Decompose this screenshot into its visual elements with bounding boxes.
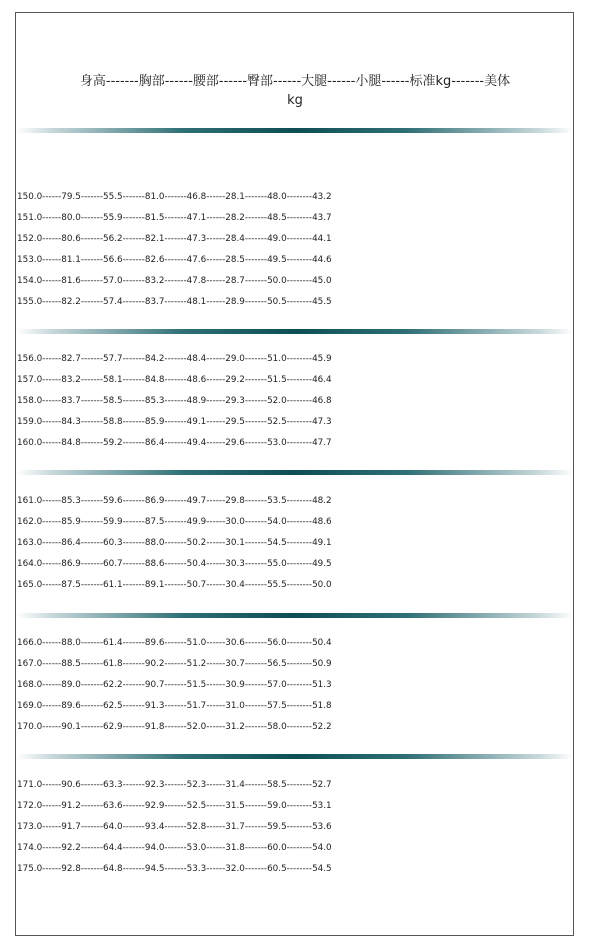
table-row: 172.0------91.2-------63.6-------92.9-------52.5------31.5-------59.0--------53.1 [17, 801, 332, 811]
table-row: 167.0------88.5-------61.8-------90.2-------51.2------30.7-------56.5--------50.9 [17, 659, 332, 669]
table-row: 156.0------82.7-------57.7-------84.2-------48.4------29.0-------51.0--------45.9 [17, 354, 332, 364]
table-row: 160.0------84.8-------59.2-------86.4-------49.4------29.6-------53.0--------47.7 [17, 438, 332, 448]
divider [17, 613, 573, 618]
table-row: 170.0------90.1-------62.9-------91.8-------52.0------31.2-------58.0--------52.2 [17, 722, 332, 732]
row-group-5 [17, 775, 573, 880]
table-row: 164.0------86.9-------60.7-------88.6-------50.4------30.3-------55.0--------49.5 [17, 559, 332, 569]
table-row: 171.0------90.6-------63.3-------92.3-------52.3------31.4-------58.5--------52.7 [17, 780, 332, 790]
table-row: 166.0------88.0-------61.4-------89.6-------51.0------30.6-------56.0--------50.4 [17, 638, 332, 648]
table-row: 175.0------92.8-------64.8-------94.5-------53.3------32.0-------60.5--------54.5 [17, 864, 332, 874]
divider [17, 754, 573, 759]
table-header: 身高-------胸部------腰部------臀部------大腿------小腿------标准kg-------美体 kg [79, 74, 511, 108]
row-group-1 [17, 187, 573, 313]
table-row: 151.0------80.0-------55.9-------81.5-------47.1------28.2-------48.5--------43.7 [17, 213, 332, 223]
divider [17, 329, 573, 334]
table-row: 165.0------87.5-------61.1-------89.1-------50.7------30.4-------55.5--------50.0 [17, 580, 332, 590]
row-group-2 [17, 349, 573, 454]
table-row: 153.0------81.1-------56.6-------82.6-------47.6------28.5-------49.5--------44.6 [17, 255, 332, 265]
table-row: 155.0------82.2-------57.4-------83.7-------48.1------28.9-------50.5--------45.5 [17, 297, 332, 307]
table-row: 152.0------80.6-------56.2-------82.1-------47.3------28.4-------49.0--------44.1 [17, 234, 332, 244]
table-row: 157.0------83.2-------58.1-------84.8-------48.6------29.2-------51.5--------46.4 [17, 375, 332, 385]
table-row: 159.0------84.3-------58.8-------85.9-------49.1------29.5-------52.5--------47.3 [17, 417, 332, 427]
table-row: 150.0------79.5-------55.5-------81.0-------46.8------28.1-------48.0--------43.2 [17, 192, 332, 202]
table-row: 158.0------83.7-------58.5-------85.3-------48.9------29.3-------52.0--------46.8 [17, 396, 332, 406]
table-row: 154.0------81.6-------57.0-------83.2-------47.8------28.7-------50.0--------45.0 [17, 276, 332, 286]
row-group-3 [17, 491, 573, 596]
table-row: 161.0------85.3-------59.6-------86.9-------49.7------29.8-------53.5--------48.2 [17, 496, 332, 506]
divider [17, 128, 573, 133]
row-group-4 [17, 633, 573, 738]
table-row: 173.0------91.7-------64.0-------93.4-------52.8------31.7-------59.5--------53.6 [17, 822, 332, 832]
table-row: 163.0------86.4-------60.3-------88.0-------50.2------30.1-------54.5--------49.1 [17, 538, 332, 548]
divider [17, 470, 573, 475]
table-row: 168.0------89.0-------62.2-------90.7-------51.5------30.9-------57.0--------51.3 [17, 680, 332, 690]
table-row: 162.0------85.9-------59.9-------87.5-------49.9------30.0-------54.0--------48.6 [17, 517, 332, 527]
table-row: 169.0------89.6-------62.5-------91.3-------51.7------31.0-------57.5--------51.8 [17, 701, 332, 711]
table-row: 174.0------92.2-------64.4-------94.0-------53.0------31.8-------60.0--------54.0 [17, 843, 332, 853]
